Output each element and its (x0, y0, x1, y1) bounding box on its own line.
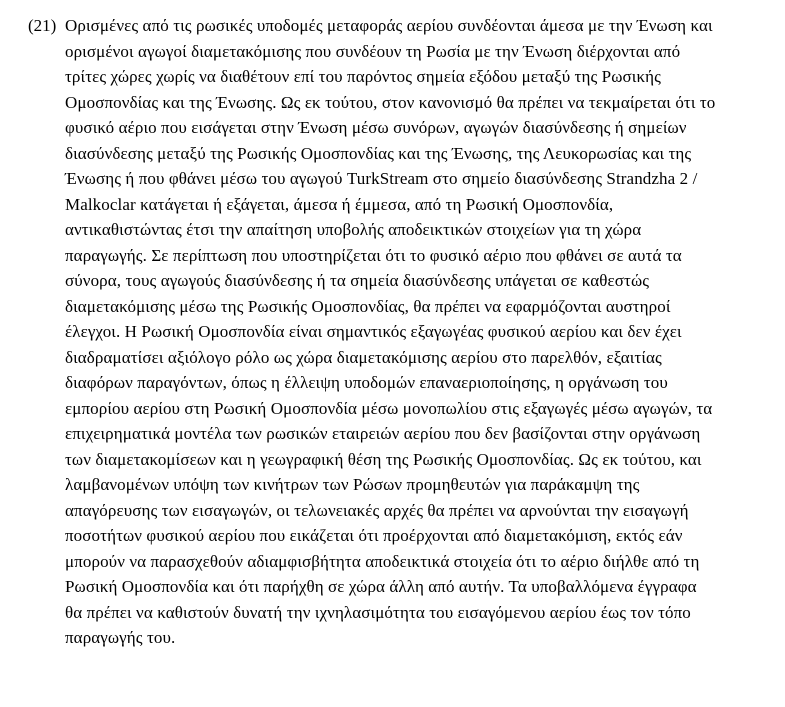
text-line: Ένωσης ή που φθάνει μέσω του αγωγού TurkStream στο σημείο διασύνδεσης Strandzha 2 / (65, 169, 698, 188)
text-line: επιχειρηματικά μοντέλα των ρωσικών εταιρειών αερίου που δεν βασίζονται στην οργάνωση (65, 424, 701, 443)
text-line: μπορούν να παρασχεθούν αδιαμφισβήτητα αποδεικτικά στοιχεία ότι το αέριο διήλθε από τη (65, 551, 700, 571)
text-line: Ορισμένες από τις ρωσικές υποδομές μεταφοράς αερίου συνδέονται άμεσα με την Ένωση και (65, 16, 713, 35)
text-line: των διαμετακομίσεων και η γεωγραφική θέση της Ρωσικής Ομοσπονδίας. Ως εκ τούτου, και (65, 449, 702, 469)
text-line: σύνορα, τους αγωγούς διασύνδεσης ή τα σημεία διασύνδεσης υπάγεται σε καθεστώς (65, 271, 650, 290)
text-line: απαγόρευσης των εισαγωγών, οι τελωνειακές αρχές θα πρέπει να αρνούνται την εισαγωγή (65, 500, 689, 520)
text-line: Ομοσπονδίας και της Ένωσης. Ως εκ τούτου, στον κανονισμό θα πρέπει να τεκμαίρεται ότι το (65, 92, 716, 112)
text-line: διαφόρων παραγόντων, όπως η έλλειψη υποδομών επαναεριοποίησης, η οργάνωση του (65, 373, 668, 392)
text-line: διαδραματίσει αξιόλογο ρόλο ως χώρα διαμετακόμισης αερίου στο παρελθόν, εξαιτίας (65, 347, 662, 367)
text-line: Malkoclar κατάγεται ή εξάγεται, άμεσα ή έμμεσα, από τη Ρωσική Ομοσπονδία, (65, 194, 614, 214)
text-line: τρίτες χώρες χωρίς να διαθέτουν επί του παρόντος σημεία εξόδου μεταξύ της Ρωσικής (65, 67, 661, 86)
text-line: έλεγχοι. Η Ρωσική Ομοσπονδία είναι σημαντικός εξαγωγέας φυσικού αερίου και δεν έχει (65, 322, 682, 341)
text-line: παραγωγής. Σε περίπτωση που υποστηρίζεται ότι το φυσικό αέριο που φθάνει σε αυτά τα (65, 245, 682, 265)
text-line: λαμβανομένων υπόψη των κινήτρων των Ρώσων προμηθευτών για παράκαμψη της (65, 475, 640, 494)
recital-paragraph (28, 13, 779, 651)
text-line: θα πρέπει να καθιστούν δυνατή την ιχνηλασιμότητα του εισαγόμενου αερίου έως τον τόπο (65, 602, 691, 622)
text-line: Ρωσική Ομοσπονδία και ότι παρήχθη σε χώρα άλλη από αυτήν. Τα υποβαλλόμενα έγγραφα (65, 577, 697, 596)
text-line: ορισμένοι αγωγοί διαμετακόμισης που συνδέουν τη Ρωσία με την Ένωση διέρχονται από (65, 41, 681, 61)
text-line: παραγωγής του. (65, 628, 176, 647)
text-line: φυσικό αέριο που εισάγεται στην Ένωση μέσω συνόρων, αγωγών διασύνδεσης ή σημείων (65, 118, 687, 137)
paragraph-number: (21) (28, 16, 57, 35)
text-line: εμπορίου αερίου στη Ρωσική Ομοσπονδία μέσω μονοπωλίου στις εξαγωγές μέσω αγωγών, τα (65, 398, 713, 418)
text-line: ποσοτήτων φυσικού αερίου που εικάζεται ότι προέρχονται από διαμετακόμιση, εκτός εάν (65, 526, 683, 545)
text-line: αντικαθιστώντας έτσι την απαίτηση υποβολής αποδεικτικών στοιχείων για τη χώρα (65, 220, 642, 239)
text-line: διασύνδεσης μεταξύ της Ρωσικής Ομοσπονδίας και της Ένωσης, της Λευκορωσίας και της (65, 143, 692, 163)
paragraph-text (65, 13, 779, 651)
text-line: διαμετακόμισης μέσω της Ρωσικής Ομοσπονδίας, θα πρέπει να εφαρμόζονται αυστηροί (65, 296, 671, 316)
